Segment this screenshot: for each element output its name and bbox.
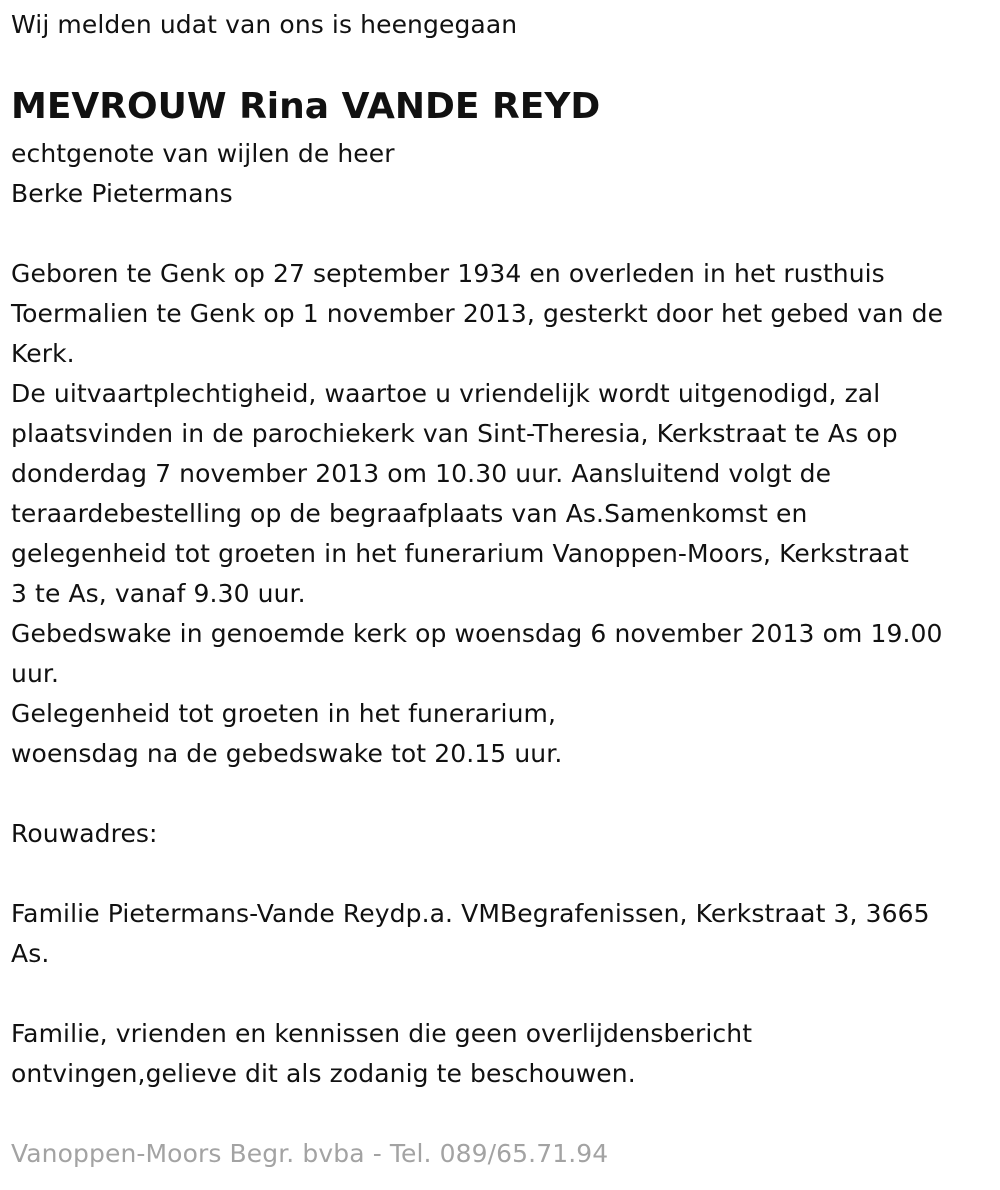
- intro-text: Wij melden udat van ons is heengegaan: [11, 10, 518, 39]
- details-line: Kerk.: [11, 339, 75, 368]
- details-line: uur.: [11, 659, 60, 688]
- notice-line: Familie, vrienden en kennissen die geen overlijdensbericht: [11, 1019, 753, 1048]
- details-line: donderdag 7 november 2013 om 10.30 uur. Aansluitend volgt de: [11, 459, 832, 488]
- notice-line: ontvingen,gelieve dit als zodanig te beschouwen.: [11, 1059, 636, 1088]
- details-line: woensdag na de gebedswake tot 20.15 uur.: [11, 739, 563, 768]
- spouse-line: Berke Pietermans: [11, 179, 233, 208]
- details-line: 3 te As, vanaf 9.30 uur.: [11, 579, 306, 608]
- funeral-details: [11, 254, 943, 774]
- details-line: De uitvaartplechtigheid, waartoe u vriendelijk wordt uitgenodigd, zal: [11, 379, 881, 408]
- address-line: Familie Pietermans-Vande Reydp.a. VMBegrafenissen, Kerkstraat 3, 3665: [11, 899, 930, 928]
- family-address: [11, 894, 930, 974]
- details-line: Gelegenheid tot groeten in het funerarium,: [11, 699, 557, 728]
- details-line: gelegenheid tot groeten in het funerarium Vanoppen-Moors, Kerkstraat: [11, 539, 909, 568]
- details-line: Gebedswake in genoemde kerk op woensdag 6 november 2013 om 19.00: [11, 619, 943, 648]
- closing-notice: [11, 1014, 752, 1094]
- details-line: Geboren te Genk op 27 september 1934 en overleden in het rusthuis: [11, 259, 885, 288]
- rouwadres-label: Rouwadres:: [11, 819, 158, 848]
- address-line: As.: [11, 939, 50, 968]
- details-line: plaatsvinden in de parochiekerk van Sint-Theresia, Kerkstraat te As op: [11, 419, 898, 448]
- details-line: teraardebestelling op de begraafplaats van As.Samenkomst en: [11, 499, 808, 528]
- undertaker-footer: Vanoppen-Moors Begr. bvba - Tel. 089/65.71.94: [11, 1139, 609, 1168]
- spouse-info: [11, 134, 395, 214]
- spouse-line: echtgenote van wijlen de heer: [11, 139, 395, 168]
- details-line: Toermalien te Genk op 1 november 2013, gesterkt door het gebed van de: [11, 299, 944, 328]
- deceased-name: MEVROUW Rina VANDE REYD: [11, 86, 601, 127]
